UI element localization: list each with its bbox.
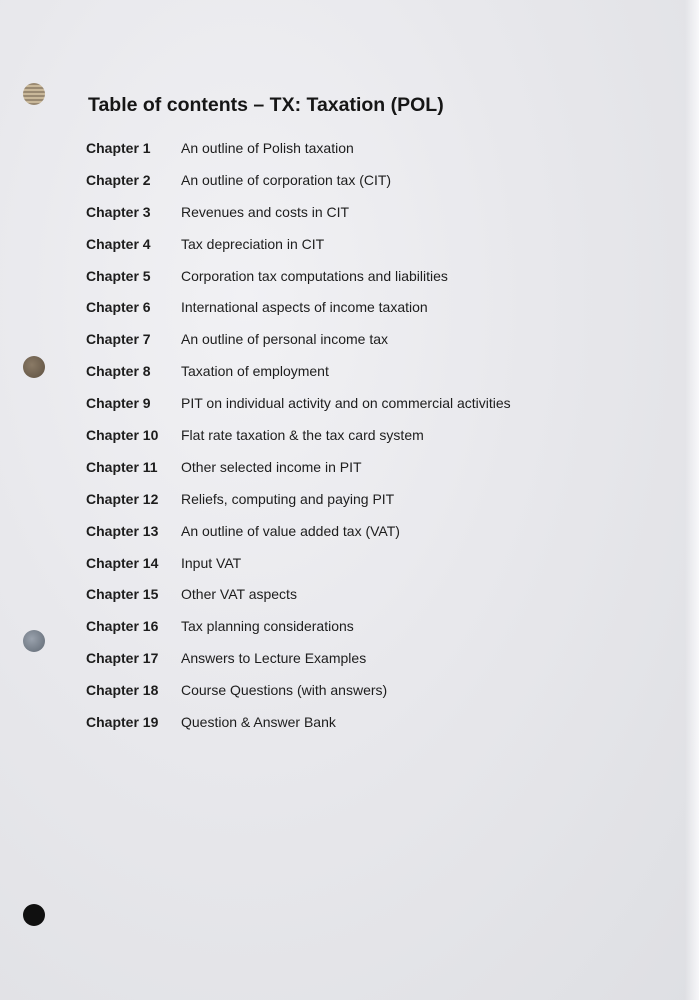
chapter-number: Chapter 18 [86, 682, 159, 699]
punch-hole [23, 83, 45, 105]
chapter-title: Input VAT [181, 554, 242, 571]
toc-row-2 [86, 164, 646, 196]
toc-row-13 [86, 515, 646, 547]
chapter-title: Other VAT aspects [181, 586, 297, 603]
chapter-number: Chapter 5 [86, 267, 151, 284]
chapter-title: An outline of personal income tax [181, 331, 389, 348]
chapter-number: Chapter 6 [86, 299, 151, 316]
chapter-title: Reliefs, computing and paying PIT [181, 490, 395, 507]
chapter-title: International aspects of income taxation [181, 299, 428, 316]
punch-hole [23, 630, 45, 652]
punch-hole [23, 356, 45, 378]
chapter-number: Chapter 11 [86, 458, 158, 475]
toc-row-18 [86, 674, 646, 706]
toc-row-17 [86, 642, 646, 674]
toc-row-9 [86, 387, 646, 419]
chapter-number: Chapter 15 [86, 586, 159, 603]
chapter-number: Chapter 10 [86, 426, 159, 443]
table-of-contents [86, 132, 646, 738]
chapter-title: Taxation of employment [181, 363, 329, 380]
chapter-title: Revenues and costs in CIT [181, 203, 350, 220]
chapter-number: Chapter 4 [86, 235, 151, 252]
chapter-number: Chapter 3 [86, 203, 151, 220]
toc-row-16 [86, 610, 646, 642]
toc-row-15 [86, 578, 646, 610]
toc-row-1 [86, 132, 646, 164]
chapter-title: An outline of corporation tax (CIT) [181, 171, 392, 188]
chapter-title: Other selected income in PIT [181, 458, 362, 475]
chapter-title: Course Questions (with answers) [181, 682, 388, 699]
toc-row-7 [86, 323, 646, 355]
chapter-title: Tax planning considerations [181, 618, 354, 635]
chapter-number: Chapter 16 [86, 618, 159, 635]
chapter-title: Question & Answer Bank [181, 713, 336, 730]
toc-row-6 [86, 291, 646, 323]
chapter-title: An outline of Polish taxation [181, 139, 354, 156]
chapter-number: Chapter 13 [86, 522, 159, 539]
chapter-title: Corporation tax computations and liabilities [181, 267, 448, 284]
toc-row-12 [86, 483, 646, 515]
toc-row-10 [86, 419, 646, 451]
chapter-title: Answers to Lecture Examples [181, 650, 367, 667]
toc-row-5 [86, 260, 646, 292]
chapter-title: Tax depreciation in CIT [181, 235, 325, 252]
chapter-number: Chapter 8 [86, 363, 151, 380]
chapter-number: Chapter 12 [86, 490, 159, 507]
chapter-number: Chapter 2 [86, 171, 151, 188]
toc-row-8 [86, 355, 646, 387]
chapter-number: Chapter 14 [86, 554, 159, 571]
chapter-title: Flat rate taxation & the tax card system [181, 426, 424, 443]
toc-row-19 [86, 706, 646, 738]
chapter-number: Chapter 19 [86, 713, 159, 730]
toc-row-4 [86, 228, 646, 260]
chapter-number: Chapter 1 [86, 139, 151, 156]
chapter-title: An outline of value added tax (VAT) [181, 522, 400, 539]
punch-hole [23, 904, 45, 926]
chapter-number: Chapter 9 [86, 395, 151, 412]
toc-row-14 [86, 547, 646, 579]
toc-row-11 [86, 451, 646, 483]
toc-row-3 [86, 196, 646, 228]
page-title: Table of contents – TX: Taxation (POL) [88, 94, 444, 116]
chapter-title: PIT on individual activity and on commercial activities [181, 395, 511, 412]
chapter-number: Chapter 7 [86, 331, 151, 348]
chapter-number: Chapter 17 [86, 650, 159, 667]
